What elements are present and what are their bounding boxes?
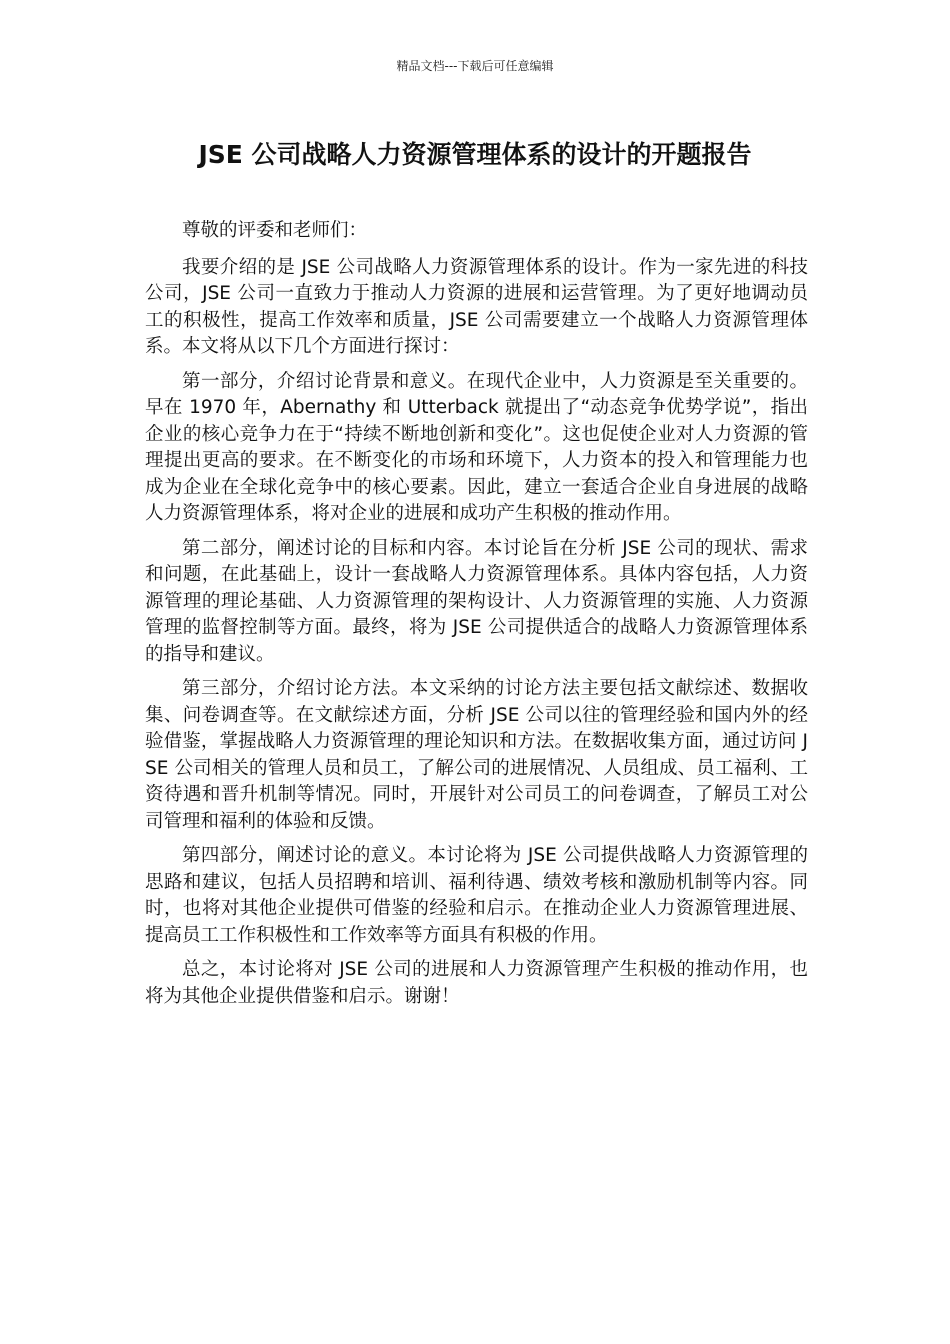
- part-four-paragraph: 第四部分，阐述讨论的意义。本讨论将为 JSE 公司提供战略人力资源管理的思路和建议，包括人员招聘和培训、福利待遇、绩效考核和激励机制等内容。同时，也将对其他企业提供可借鉴的经验和启示。在推动企业人力资源管理进展、提高员工工作积极性和工作效率等方面具有积极的作用。: [145, 845, 808, 946]
- conclusion-paragraph: 总之，本讨论将对 JSE 公司的进展和人力资源管理产生积极的推动作用，也将为其他企业提供借鉴和启示。谢谢！: [145, 959, 808, 1007]
- greeting-paragraph: 尊敬的评委和老师们：: [182, 220, 368, 241]
- page-header: 精品文档---下载后可任意编辑: [396, 59, 554, 73]
- intro-paragraph: 我要介绍的是 JSE 公司战略人力资源管理体系的设计。作为一家先进的科技公司，JSE 公司一直致力于推动人力资源的进展和运营管理。为了更好地调动员工的积极性，提高工作效率和质量，JSE 公司需要建立一个战略人力资源管理体系。本文将从以下几个方面进行探讨：: [145, 256, 808, 357]
- part-three-paragraph: 第三部分，介绍讨论方法。本文采纳的讨论方法主要包括文献综述、数据收集、问卷调查等。在文献综述方面，分析 JSE 公司以往的管理经验和国内外的经验借鉴，掌握战略人力资源管理的理论知识和方法。在数据收集方面，通过访问 JSE 公司相关的管理人员和员工，了解公司的进展情况、人员组成、员工福利、工资待遇和晋升机制等情况。同时，开展针对公司员工的问卷调查，了解员工对公司管理和福利的体验和反馈。: [145, 678, 808, 832]
- part-two-paragraph: 第二部分，阐述讨论的目标和内容。本讨论旨在分析 JSE 公司的现状、需求和问题，在此基础上，设计一套战略人力资源管理体系。具体内容包括，人力资源管理的理论基础、人力资源管理的架构设计、人力资源管理的实施、人力资源管理的监督控制等方面。最终，将为 JSE 公司提供适合的战略人力资源管理体系的指导和建议。: [145, 537, 808, 665]
- document-title: JSE 公司战略人力资源管理体系的设计的开题报告: [198, 140, 752, 169]
- part-one-paragraph: 第一部分，介绍讨论背景和意义。在现代企业中，人力资源是至关重要的。早在 1970 年，Abernathy 和 Utterback 就提出了“动态竞争优势学说”，指出企业的核心竞争力在于“持续不断地创新和变化”。这也促使企业对人力资源的管理提出更高的要求。在不断变化的市场和环境下，人力资本的投入和管理能力也成为企业在全球化竞争中的核心要素。因此，建立一套适合企业自身进展的战略人力资源管理体系，将对企业的进展和成功产生积极的推动作用。: [145, 370, 808, 524]
- document-body: [145, 218, 808, 1018]
